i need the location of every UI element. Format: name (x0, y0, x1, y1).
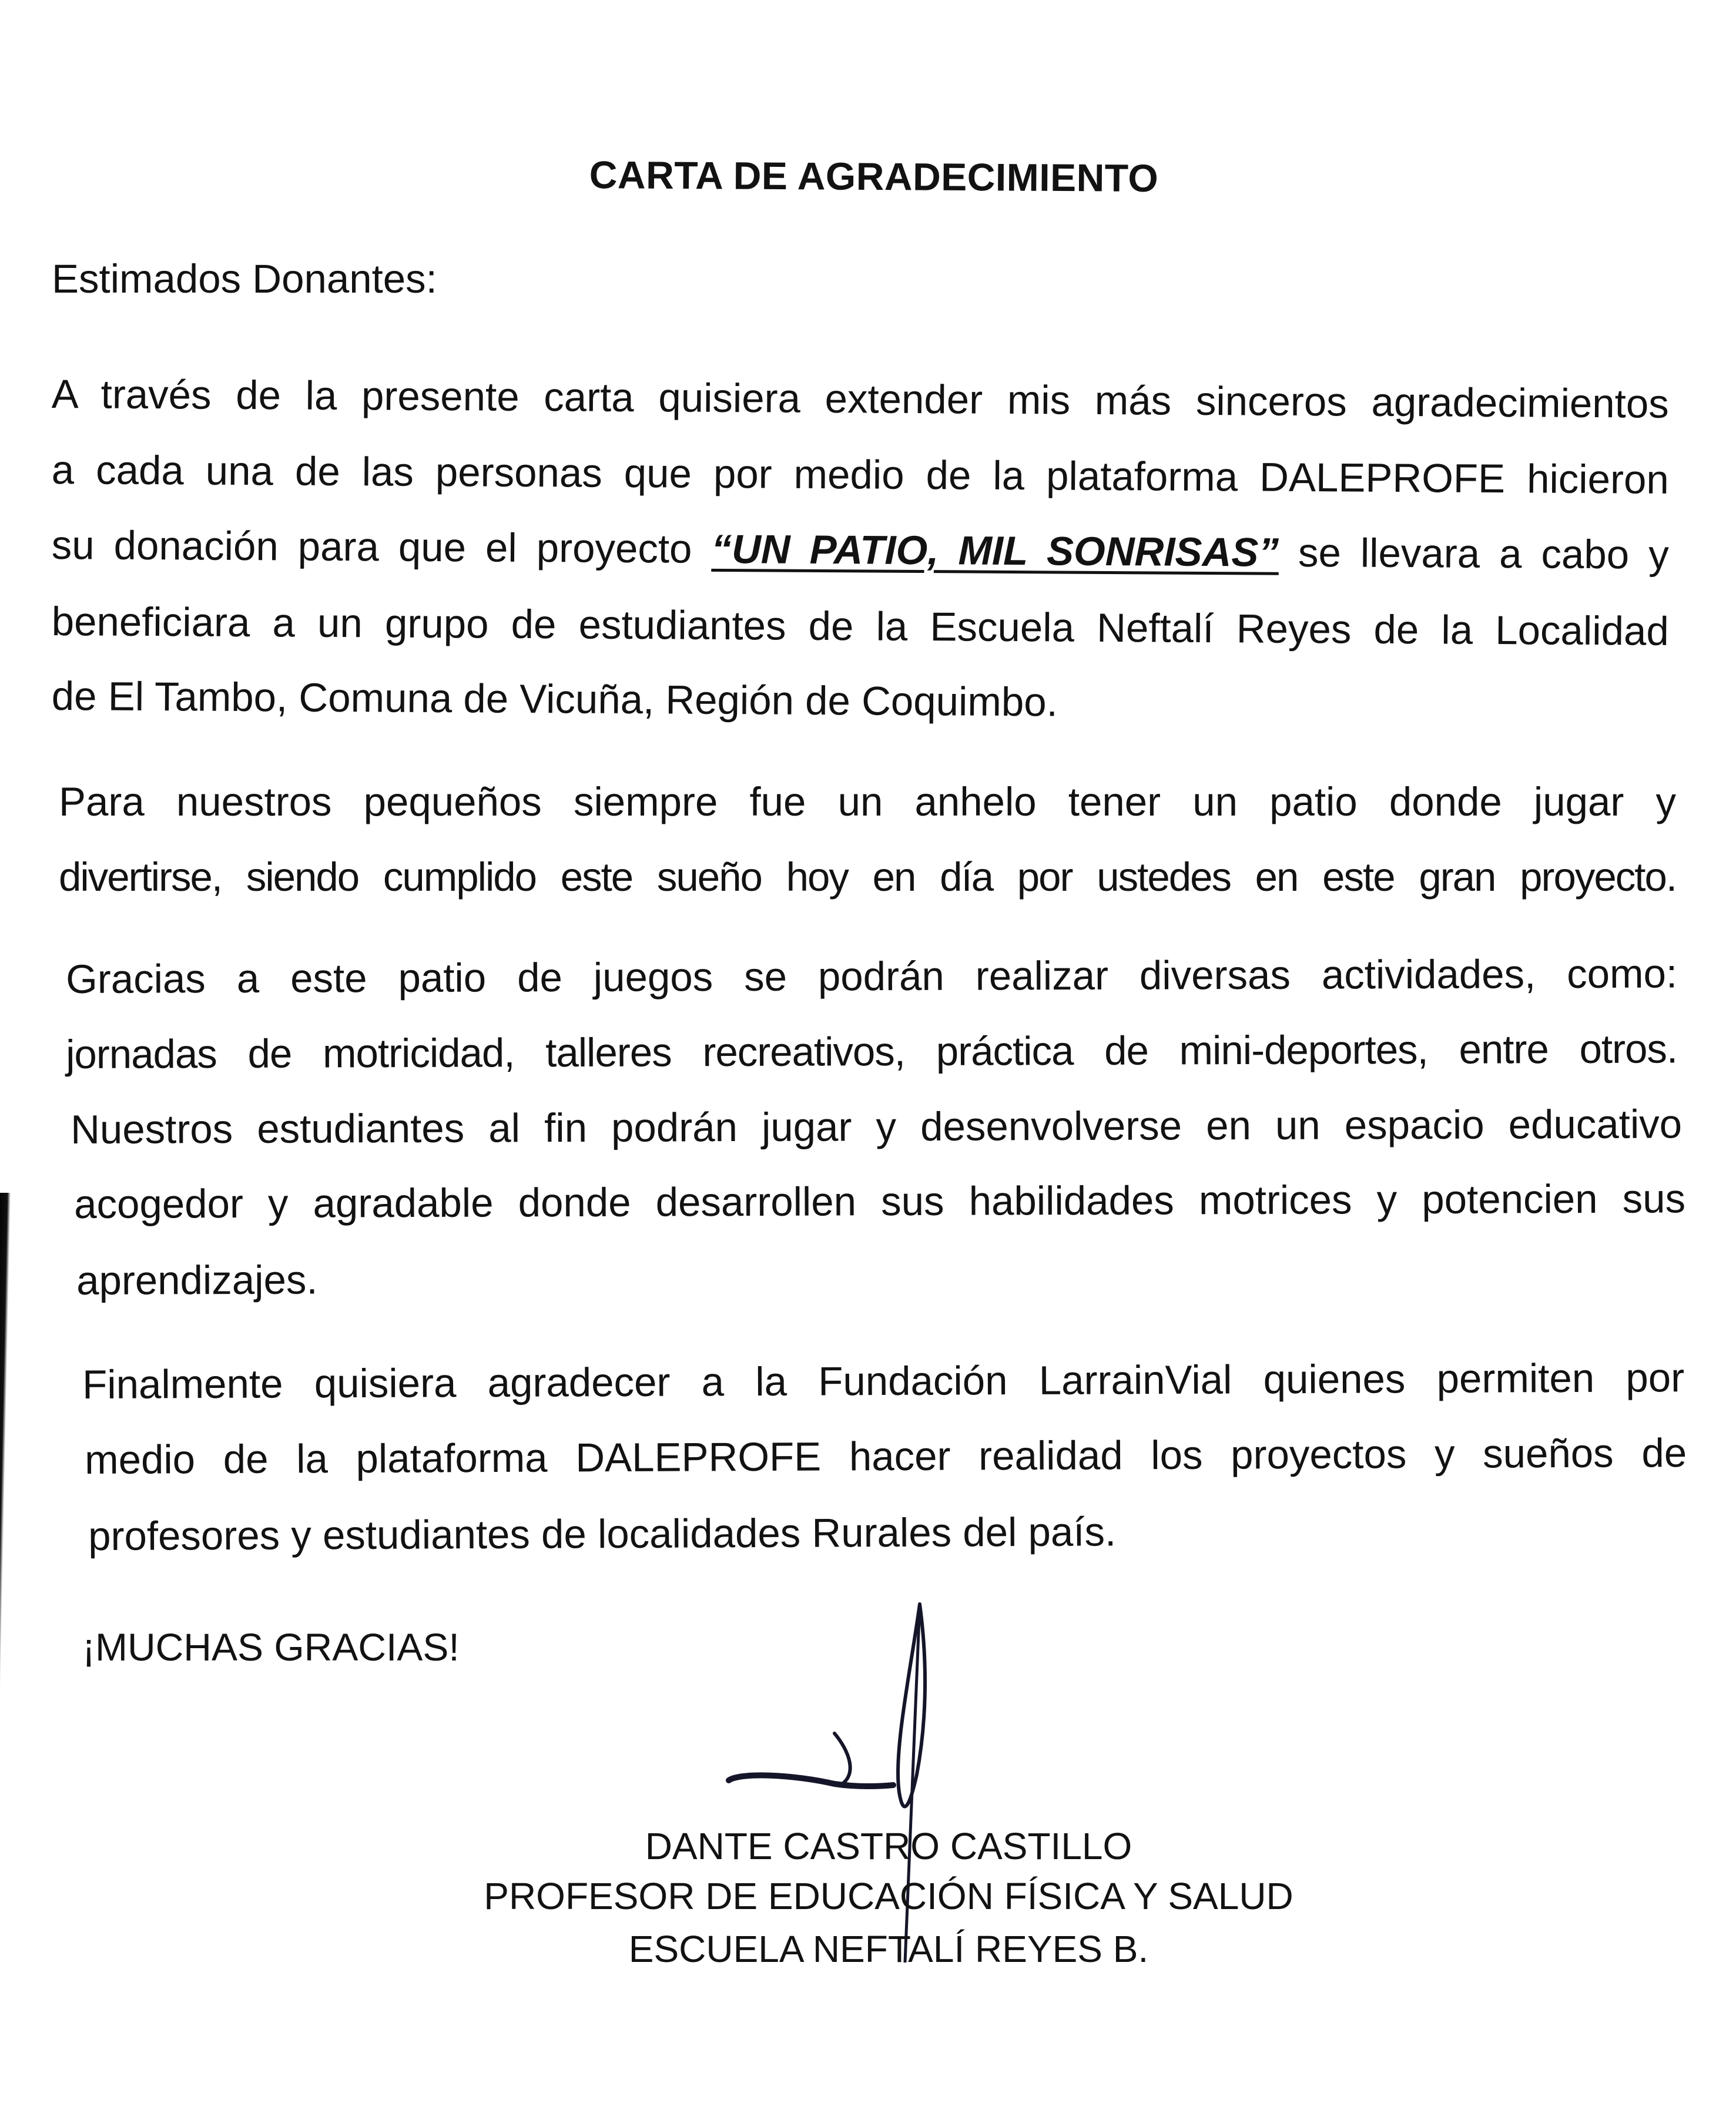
signatory-name: DANTE CASTRO CASTILLO (645, 1825, 1132, 1867)
paragraph-line: A través de la presente carta quisiera extender mis más sinceros agradecimientos (51, 371, 1669, 427)
paragraph-line: acogedor y agradable donde desarrollen sus habilidades motrices y potencien sus (73, 1176, 1686, 1227)
paragraph-line: Para nuestros pequeños siempre fue un anhelo tener un patio donde jugar y (59, 779, 1676, 824)
paragraph-text: se llevara a cabo y (1298, 529, 1669, 578)
paragraph-line: profesores y estudiantes de localidades Rurales del país. (88, 1509, 1117, 1559)
paragraph-line: medio de la plataforma DALEPROFE hacer realidad los proyectos y sueños de (84, 1430, 1687, 1482)
project-name: “UN PATIO, MIL SONRISAS” (711, 526, 1279, 575)
paragraph-text: su donación para que el proyecto (51, 522, 692, 572)
paragraph-line-project (51, 522, 1669, 578)
paragraph-line: beneficiara a un grupo de estudiantes de la Escuela Neftalí Reyes de la Localidad (51, 599, 1669, 654)
letter-title: CARTA DE AGRADECIMIENTO (589, 153, 1159, 200)
salutation: Estimados Donantes: (52, 256, 437, 301)
paragraph-line: divertirse, siendo cumplido este sueño hoy en día por ustedes en este gran proyecto. (59, 854, 1676, 900)
signatory-school: ESCUELA NEFTALÍ REYES B. (628, 1928, 1149, 1970)
closing-thanks: ¡MUCHAS GRACIAS! (82, 1625, 460, 1669)
paragraph-line: aprendizajes. (76, 1257, 318, 1303)
paragraph-line: Gracias a este patio de juegos se podrán realizar diversas actividades, como: (65, 951, 1678, 1002)
paragraph-line: jornadas de motricidad, talleres recreativos, práctica de mini-deportes, entre otros. (65, 1026, 1678, 1077)
scan-edge-shadow (0, 1193, 11, 2120)
paragraph-line: Finalmente quisiera agradecer a la Fundación LarrainVial quienes permiten por (82, 1355, 1685, 1407)
paragraph-line: a cada una de las personas que por medio de la plataforma DALEPROFE hicieron (51, 447, 1669, 502)
signatory-role: PROFESOR DE EDUCACIÓN FÍSICA Y SALUD (484, 1875, 1293, 1917)
paragraph-line: Nuestros estudiantes al fin podrán jugar y desenvolverse en un espacio educativo (70, 1101, 1683, 1152)
paragraph-line: de El Tambo, Comuna de Vicuña, Región de Coquimbo. (51, 673, 1058, 725)
